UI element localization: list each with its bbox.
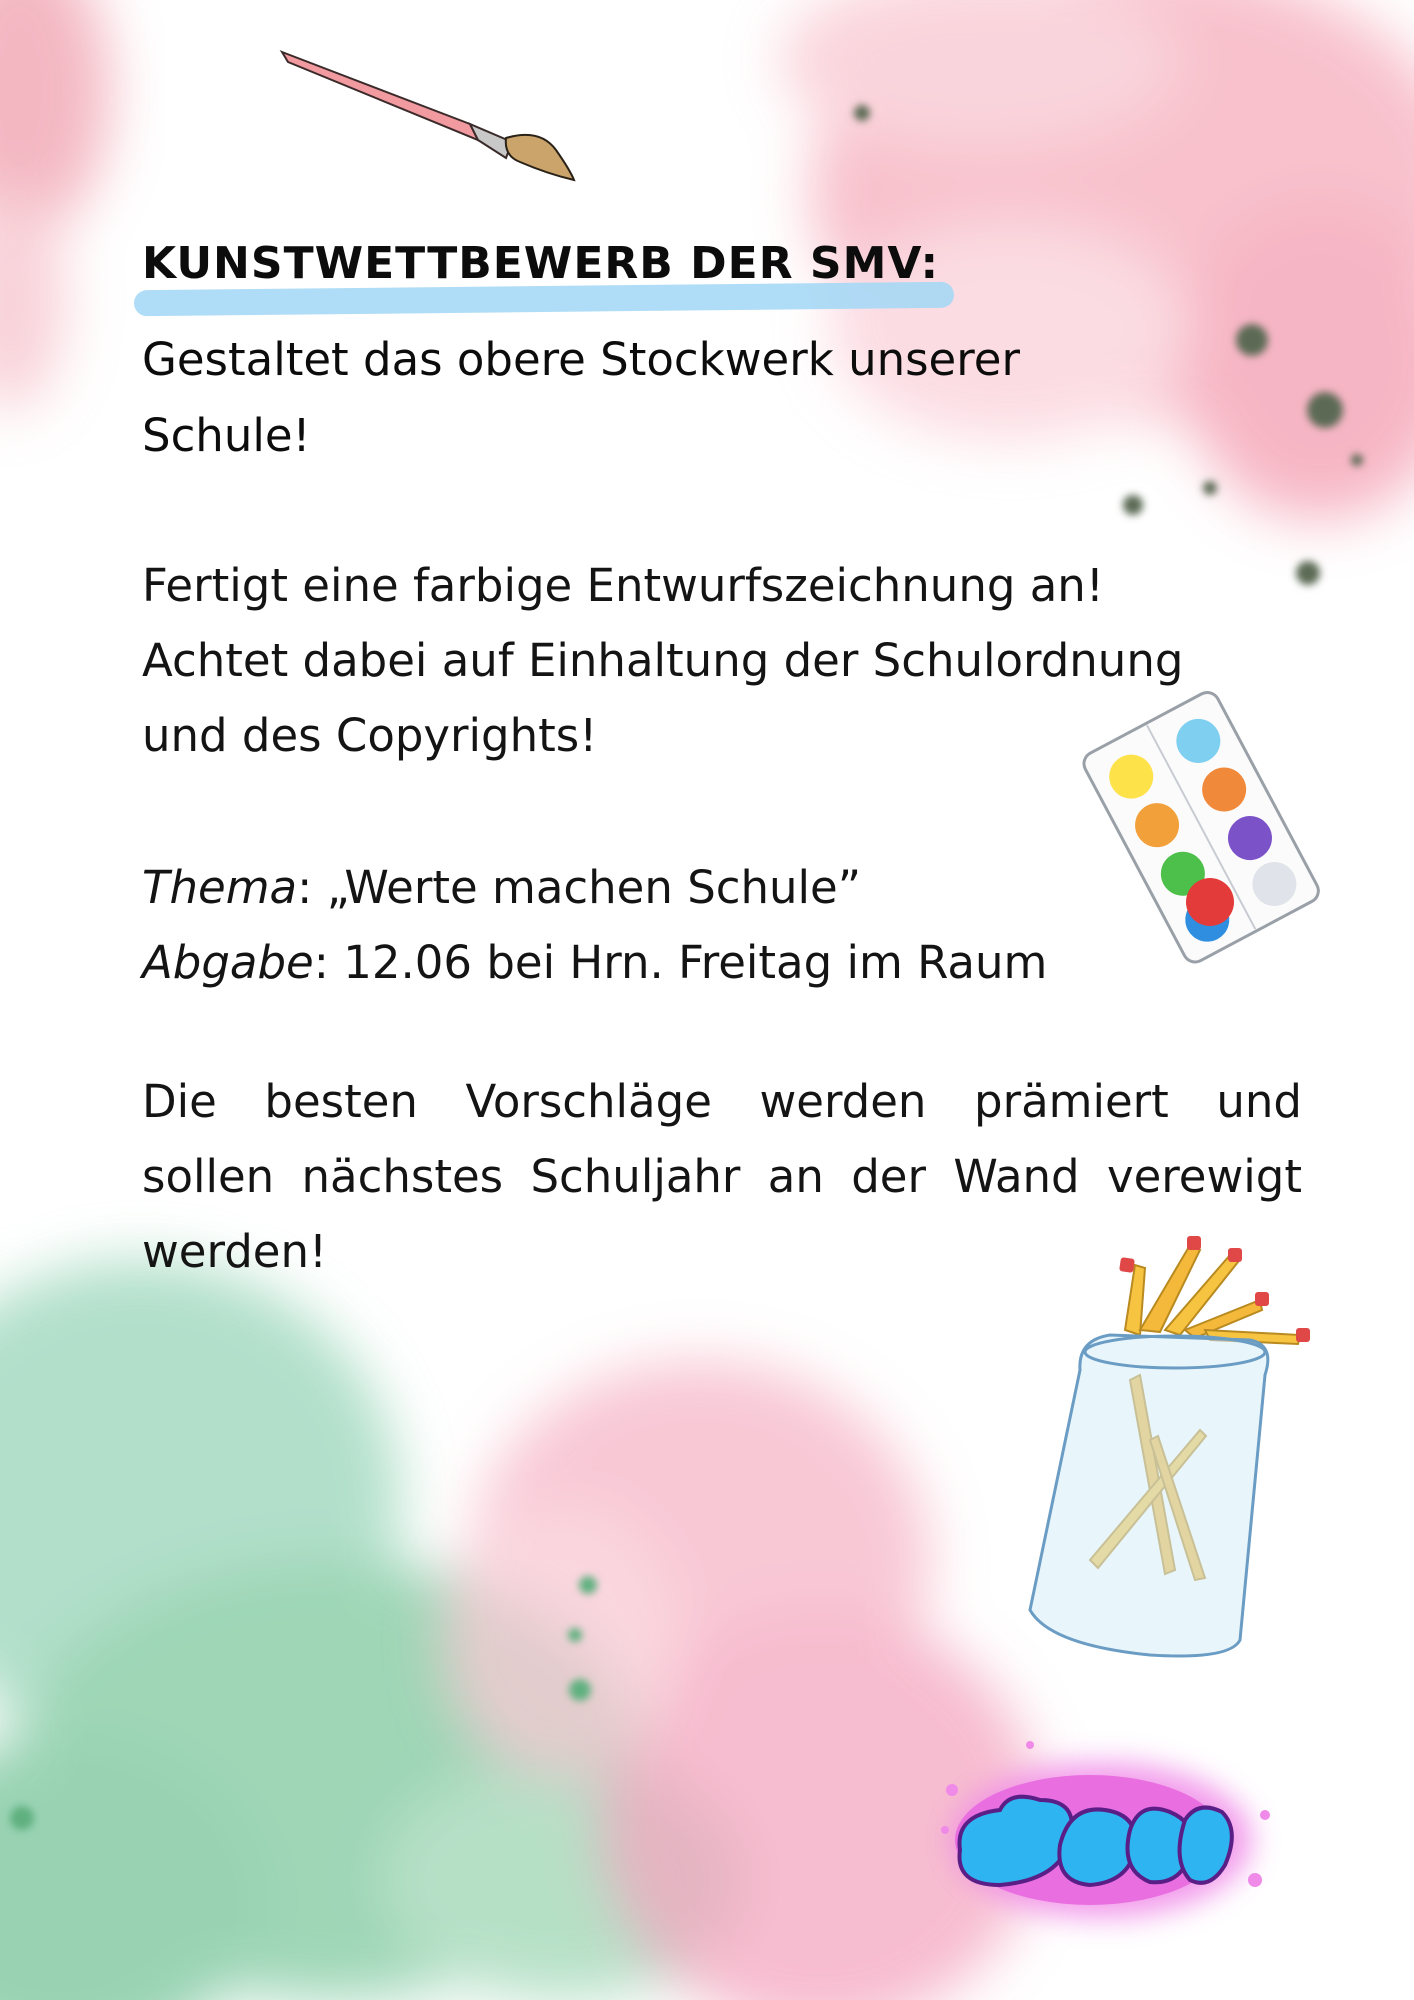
- subtitle-line: Schule!: [142, 409, 311, 462]
- headline-block: [142, 238, 939, 289]
- pencil-jar-icon: [1030, 1236, 1310, 1656]
- outro-line: werden!: [142, 1225, 328, 1278]
- theme-value: : „Werte machen Schule”: [297, 861, 862, 914]
- subtitle-line: Gestaltet das obere Stockwerk unserer: [142, 333, 1020, 386]
- subtitle: [142, 322, 1142, 474]
- deadline-label: Abgabe: [142, 936, 314, 989]
- details-block: [142, 850, 1302, 1000]
- instructions-line: und des Copyrights!: [142, 709, 598, 762]
- instructions-line: Achtet dabei auf Einhaltung der Schulordnung: [142, 634, 1184, 687]
- outro-line: sollen nächstes Schuljahr an der Wand verewigt: [142, 1150, 1302, 1203]
- theme-line: [142, 850, 1302, 925]
- headline: KUNSTWETTBEWERB DER SMV:: [142, 238, 940, 289]
- pink-wash-top-left: [0, 0, 110, 410]
- deadline-value: : 12.06 bei Hrn. Freitag im Raum: [313, 936, 1048, 989]
- theme-label: Thema: [142, 861, 298, 914]
- paintbrush-icon: [282, 52, 574, 180]
- outro-line: Die besten Vorschläge werden prämiert und: [142, 1075, 1302, 1128]
- instructions-paragraph: [142, 548, 1302, 773]
- outro-paragraph: [142, 1064, 1302, 1289]
- deadline-line: [142, 925, 1302, 1000]
- instructions-line: Fertigt eine farbige Entwurfszeichnung an!: [142, 559, 1104, 612]
